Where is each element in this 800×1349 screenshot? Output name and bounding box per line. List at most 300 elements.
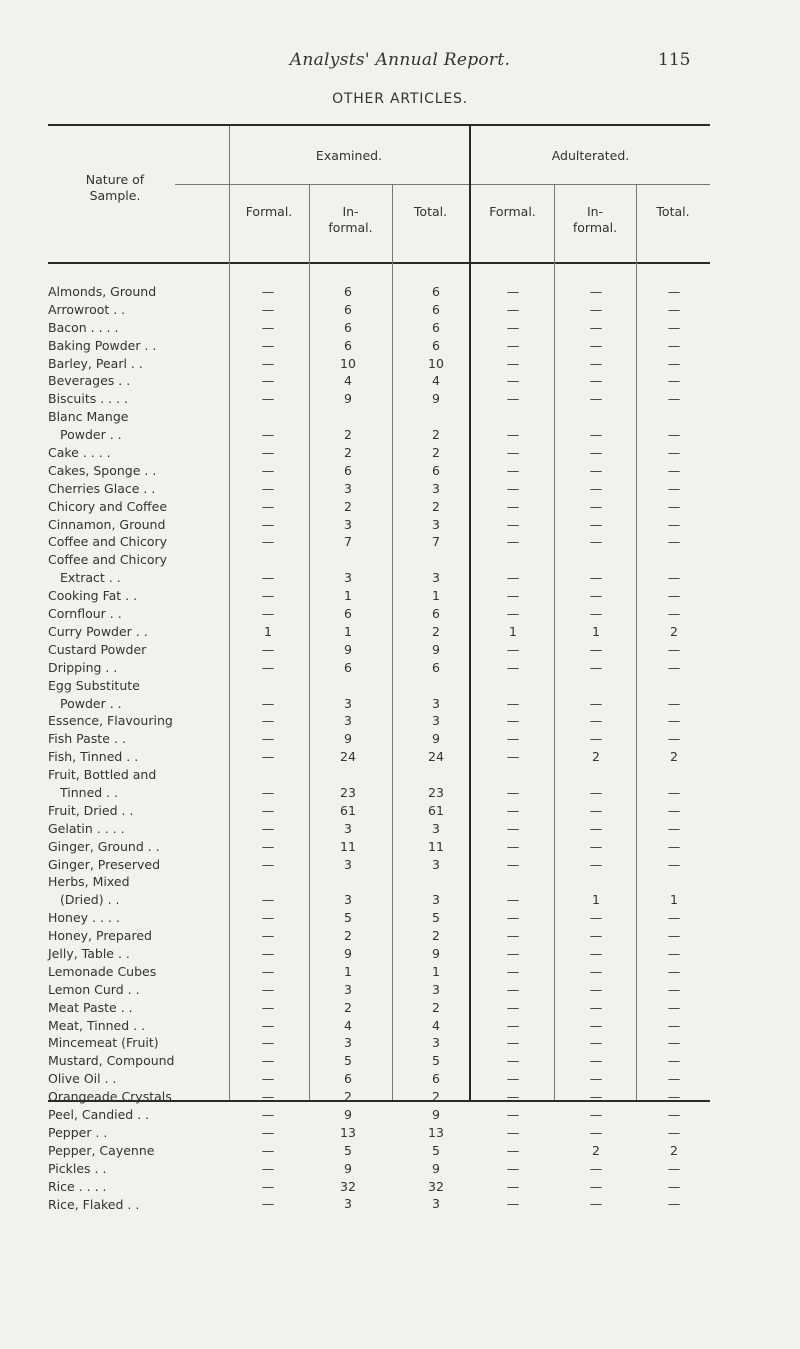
header-adulterated-total: Total. xyxy=(656,204,690,219)
cell-value: 1 xyxy=(592,892,600,908)
sample-name-line: Essence, Flavouring xyxy=(48,713,173,729)
sample-name-line: Cornflour . . xyxy=(48,606,122,622)
table-title: OTHER ARTICLES. xyxy=(332,91,468,107)
cell-value: 5 xyxy=(432,1142,440,1158)
table-row xyxy=(0,856,800,874)
cell-value: — xyxy=(667,838,681,854)
table-row xyxy=(0,712,800,730)
cell-value: — xyxy=(667,516,681,532)
sample-name-line: Coffee and Chicory xyxy=(48,534,168,550)
table-row xyxy=(0,498,800,516)
sample-name xyxy=(48,355,230,373)
cell-value: — xyxy=(667,928,681,944)
cell-value: — xyxy=(667,1178,681,1194)
cell-value: 2 xyxy=(432,999,440,1015)
table-row xyxy=(0,408,800,444)
sample-name-line: Extract . . xyxy=(60,570,121,586)
table-row xyxy=(0,355,800,373)
cell-value: — xyxy=(506,659,520,675)
table-row xyxy=(0,1034,800,1052)
cell-value: 23 xyxy=(428,784,444,800)
cell-value: 2 xyxy=(670,1142,678,1158)
cell-value: — xyxy=(589,445,603,461)
cell-value: 4 xyxy=(344,373,352,389)
cell-value: 32 xyxy=(340,1178,356,1194)
cell-value: — xyxy=(506,391,520,407)
cell-value: — xyxy=(506,355,520,371)
cell-value: 61 xyxy=(340,802,356,818)
cell-value: — xyxy=(506,283,520,299)
cell-value: — xyxy=(261,480,275,496)
table-row xyxy=(0,999,800,1017)
sample-name-line: Almonds, Ground xyxy=(48,284,157,299)
cell-value: — xyxy=(667,606,681,622)
table-row xyxy=(0,945,800,963)
cell-value: 7 xyxy=(432,534,440,550)
cell-value: — xyxy=(261,427,275,443)
table-row xyxy=(0,838,800,856)
sample-name-line: Rice, Flaked . . xyxy=(48,1196,140,1212)
table-row xyxy=(0,1088,800,1106)
cell-value: — xyxy=(506,1107,520,1123)
cell-value: 9 xyxy=(344,946,352,962)
cell-value: 9 xyxy=(432,391,440,407)
cell-value: — xyxy=(261,695,275,711)
sample-name-line: (Dried) . . xyxy=(60,892,120,908)
cell-value: 9 xyxy=(344,1107,352,1123)
cell-value: — xyxy=(667,641,681,657)
cell-value: 6 xyxy=(432,606,440,622)
sample-name xyxy=(48,677,230,713)
cell-value: — xyxy=(261,659,275,675)
sample-name xyxy=(48,551,230,587)
cell-value: 3 xyxy=(432,856,440,872)
sample-name xyxy=(48,838,230,856)
cell-value: 23 xyxy=(340,784,356,800)
cell-value: 6 xyxy=(344,1071,352,1087)
cell-value: — xyxy=(589,1089,603,1105)
cell-value: — xyxy=(589,427,603,443)
cell-value: — xyxy=(506,713,520,729)
cell-value: — xyxy=(589,784,603,800)
cell-value: 2 xyxy=(432,427,440,443)
cell-value: — xyxy=(506,1124,520,1140)
cell-value: — xyxy=(589,570,603,586)
cell-value: — xyxy=(506,373,520,389)
sample-name-line: Powder . . xyxy=(60,695,122,711)
cell-value: 3 xyxy=(432,1196,440,1212)
cell-value: — xyxy=(261,1178,275,1194)
sample-name-line: Cooking Fat . . xyxy=(48,588,138,604)
table-top-rule xyxy=(48,124,710,126)
sample-name xyxy=(48,1196,230,1214)
sample-name xyxy=(48,712,230,730)
cell-value: 1 xyxy=(670,892,678,908)
cell-value: — xyxy=(261,820,275,836)
cell-value: — xyxy=(667,1089,681,1105)
table-row xyxy=(0,748,800,766)
cell-value: 5 xyxy=(432,1053,440,1069)
sample-name-line: Fruit, Bottled and xyxy=(48,767,157,783)
cell-value: — xyxy=(667,731,681,747)
cell-value: — xyxy=(667,534,681,550)
sample-name-line: Meat, Tinned . . xyxy=(48,1017,146,1033)
examined-underline xyxy=(229,184,469,185)
cell-value: 1 xyxy=(432,588,440,604)
sample-name-line: Egg Substitute xyxy=(48,677,140,693)
cell-value: — xyxy=(506,1178,520,1194)
cell-value: — xyxy=(667,659,681,675)
table-row xyxy=(0,873,800,909)
header-adulterated: Adulterated. xyxy=(551,148,630,163)
cell-value: — xyxy=(261,570,275,586)
sample-name xyxy=(48,337,230,355)
cell-value: — xyxy=(261,1017,275,1033)
nature-leader-line xyxy=(175,184,229,185)
cell-value: — xyxy=(589,1178,603,1194)
cell-value: — xyxy=(261,999,275,1015)
header-adulterated-formal: Formal. xyxy=(489,204,536,219)
cell-value: — xyxy=(667,283,681,299)
cell-value: — xyxy=(667,1160,681,1176)
sample-name xyxy=(48,945,230,963)
cell-value: 6 xyxy=(344,301,352,317)
cell-value: 9 xyxy=(344,731,352,747)
cell-value: — xyxy=(667,355,681,371)
table-row xyxy=(0,1196,800,1214)
cell-value: — xyxy=(261,498,275,514)
cell-value: 3 xyxy=(432,516,440,532)
table-row xyxy=(0,963,800,981)
table-row xyxy=(0,372,800,390)
cell-value: — xyxy=(506,337,520,353)
cell-value: 6 xyxy=(432,319,440,335)
table-row xyxy=(0,337,800,355)
sample-name-line: Arrowroot . . xyxy=(48,301,126,317)
cell-value: 3 xyxy=(344,856,352,872)
cell-value: — xyxy=(667,1196,681,1212)
cell-value: — xyxy=(589,355,603,371)
cell-value: 4 xyxy=(432,1017,440,1033)
cell-value: — xyxy=(667,910,681,926)
cell-value: — xyxy=(589,1124,603,1140)
cell-value: — xyxy=(261,784,275,800)
cell-value: — xyxy=(589,301,603,317)
cell-value: — xyxy=(261,445,275,461)
cell-value: 1 xyxy=(264,623,272,639)
sample-name xyxy=(48,319,230,337)
table-row xyxy=(0,766,800,802)
header-adulterated-informal xyxy=(554,204,636,236)
sample-name-line: Pickles . . xyxy=(48,1160,107,1176)
sample-name xyxy=(48,927,230,945)
cell-value: — xyxy=(589,1017,603,1033)
table-row xyxy=(0,283,800,301)
table-row xyxy=(0,1017,800,1035)
cell-value: 2 xyxy=(432,623,440,639)
sample-name xyxy=(48,1124,230,1142)
cell-value: — xyxy=(667,427,681,443)
cell-value: 1 xyxy=(509,623,517,639)
sample-name-line: Lemonade Cubes xyxy=(48,963,157,979)
sample-name-line: Cakes, Sponge . . xyxy=(48,462,157,478)
cell-value: — xyxy=(506,784,520,800)
sample-name-line: Mustard, Compound xyxy=(48,1053,175,1069)
cell-value: 6 xyxy=(432,659,440,675)
cell-value: — xyxy=(261,301,275,317)
sample-name xyxy=(48,283,230,301)
cell-value: 2 xyxy=(432,1089,440,1105)
sample-name xyxy=(48,1052,230,1070)
cell-value: — xyxy=(667,319,681,335)
sample-name-line: Cinnamon, Ground xyxy=(48,516,166,532)
cell-value: — xyxy=(667,802,681,818)
header-nature-of-sample: Nature of Sample. xyxy=(85,172,145,203)
cell-value: — xyxy=(506,695,520,711)
cell-value: — xyxy=(506,963,520,979)
header-informal-line2: formal. xyxy=(328,220,373,235)
page-number: 115 xyxy=(658,50,691,70)
sample-name-line: Meat Paste . . xyxy=(48,999,133,1015)
cell-value: 1 xyxy=(592,623,600,639)
cell-value: — xyxy=(506,588,520,604)
cell-value: 5 xyxy=(344,1142,352,1158)
sample-name xyxy=(48,516,230,534)
sample-name-line: Gelatin . . . . xyxy=(48,820,125,836)
sample-name xyxy=(48,390,230,408)
cell-value: — xyxy=(589,946,603,962)
sample-name-line: Herbs, Mixed xyxy=(48,874,130,890)
table-row xyxy=(0,516,800,534)
cell-value: 10 xyxy=(340,355,356,371)
cell-value: — xyxy=(589,1196,603,1212)
header-informal-line1: In- xyxy=(342,204,359,219)
cell-value: — xyxy=(589,373,603,389)
cell-value: — xyxy=(261,588,275,604)
cell-value: 6 xyxy=(344,319,352,335)
header-examined: Examined. xyxy=(315,148,383,163)
cell-value: — xyxy=(589,534,603,550)
cell-value: — xyxy=(667,963,681,979)
cell-value: 6 xyxy=(432,283,440,299)
cell-value: — xyxy=(506,445,520,461)
cell-value: — xyxy=(589,498,603,514)
cell-value: — xyxy=(506,731,520,747)
cell-value: 1 xyxy=(344,623,352,639)
cell-value: — xyxy=(589,1053,603,1069)
cell-value: 2 xyxy=(592,749,600,765)
cell-value: — xyxy=(667,373,681,389)
table-row xyxy=(0,820,800,838)
header-examined-formal: Formal. xyxy=(245,204,293,219)
cell-value: — xyxy=(506,946,520,962)
cell-value: 9 xyxy=(344,391,352,407)
sample-name xyxy=(48,1106,230,1124)
cell-value: — xyxy=(589,391,603,407)
table-row xyxy=(0,981,800,999)
cell-value: — xyxy=(261,1142,275,1158)
sample-name xyxy=(48,909,230,927)
table-row xyxy=(0,730,800,748)
sample-name-line: Jelly, Table . . xyxy=(48,946,130,962)
table-row xyxy=(0,927,800,945)
sample-name xyxy=(48,659,230,677)
cell-value: — xyxy=(589,910,603,926)
sample-name xyxy=(48,963,230,981)
cell-value: 3 xyxy=(344,570,352,586)
cell-value: — xyxy=(667,1035,681,1051)
cell-value: — xyxy=(506,820,520,836)
cell-value: — xyxy=(261,462,275,478)
cell-value: — xyxy=(667,1124,681,1140)
cell-value: 3 xyxy=(344,695,352,711)
cell-value: — xyxy=(261,534,275,550)
cell-value: — xyxy=(261,641,275,657)
sample-name-line: Blanc Mange xyxy=(48,409,129,425)
cell-value: 3 xyxy=(344,820,352,836)
cell-value: 2 xyxy=(432,445,440,461)
cell-value: — xyxy=(261,946,275,962)
cell-value: — xyxy=(506,892,520,908)
cell-value: — xyxy=(506,838,520,854)
cell-value: 6 xyxy=(344,462,352,478)
cell-value: — xyxy=(506,570,520,586)
sample-name-line: Rice . . . . xyxy=(48,1178,107,1194)
cell-value: 3 xyxy=(344,480,352,496)
cell-value: 3 xyxy=(344,981,352,997)
sample-name-line: Cake . . . . xyxy=(48,445,111,461)
sample-name xyxy=(48,408,230,444)
sample-name xyxy=(48,587,230,605)
cell-value: — xyxy=(589,480,603,496)
cell-value: — xyxy=(506,534,520,550)
cell-value: — xyxy=(261,1196,275,1212)
cell-value: 11 xyxy=(340,838,356,854)
table-row xyxy=(0,444,800,462)
cell-value: — xyxy=(261,910,275,926)
cell-value: 1 xyxy=(432,963,440,979)
sample-name xyxy=(48,498,230,516)
cell-value: — xyxy=(667,820,681,836)
sample-name xyxy=(48,462,230,480)
sample-name-line: Baking Powder . . xyxy=(48,337,157,353)
cell-value: 9 xyxy=(344,641,352,657)
cell-value: — xyxy=(506,1089,520,1105)
sample-name xyxy=(48,1142,230,1160)
cell-value: — xyxy=(261,516,275,532)
cell-value: — xyxy=(261,355,275,371)
cell-value: — xyxy=(261,892,275,908)
cell-value: — xyxy=(506,498,520,514)
cell-value: 7 xyxy=(344,534,352,550)
cell-value: — xyxy=(261,928,275,944)
cell-value: 2 xyxy=(432,928,440,944)
table-row xyxy=(0,1178,800,1196)
sample-name-line: Orangeade Crystals xyxy=(48,1089,172,1105)
sample-name xyxy=(48,1017,230,1035)
cell-value: — xyxy=(589,731,603,747)
cell-value: — xyxy=(506,856,520,872)
cell-value: 6 xyxy=(432,337,440,353)
sample-name-line: Chicory and Coffee xyxy=(48,498,168,514)
cell-value: — xyxy=(261,337,275,353)
cell-value: — xyxy=(589,928,603,944)
cell-value: 3 xyxy=(344,713,352,729)
cell-value: — xyxy=(506,928,520,944)
table-body xyxy=(0,283,800,1213)
sample-name-line: Peel, Candied . . xyxy=(48,1107,150,1123)
table-row xyxy=(0,605,800,623)
cell-value: — xyxy=(667,1053,681,1069)
table-row xyxy=(0,1160,800,1178)
table-row xyxy=(0,623,800,641)
cell-value: — xyxy=(261,1035,275,1051)
cell-value: 3 xyxy=(432,695,440,711)
cell-value: — xyxy=(261,838,275,854)
sample-name xyxy=(48,301,230,319)
cell-value: — xyxy=(589,713,603,729)
cell-value: 2 xyxy=(432,498,440,514)
cell-value: — xyxy=(667,445,681,461)
sample-name xyxy=(48,1160,230,1178)
cell-value: — xyxy=(506,319,520,335)
sample-name-line: Tinned . . xyxy=(60,785,119,800)
cell-value: — xyxy=(261,606,275,622)
table-row xyxy=(0,551,800,587)
cell-value: 10 xyxy=(428,355,444,371)
sample-name xyxy=(48,1178,230,1196)
cell-value: 9 xyxy=(344,1160,352,1176)
sample-name-line: Mincemeat (Fruit) xyxy=(48,1035,159,1051)
cell-value: — xyxy=(589,606,603,622)
cell-value: — xyxy=(589,283,603,299)
cell-value: 3 xyxy=(432,480,440,496)
sample-name-line: Olive Oil . . xyxy=(48,1071,117,1087)
cell-value: — xyxy=(506,802,520,818)
cell-value: 3 xyxy=(432,570,440,586)
sample-name xyxy=(48,766,230,802)
cell-value: 6 xyxy=(344,337,352,353)
cell-value: 6 xyxy=(344,283,352,299)
cell-value: — xyxy=(506,1196,520,1212)
cell-value: 5 xyxy=(432,910,440,926)
cell-value: 6 xyxy=(344,606,352,622)
sample-name xyxy=(48,981,230,999)
cell-value: — xyxy=(667,1071,681,1087)
table-row xyxy=(0,587,800,605)
cell-value: 9 xyxy=(432,641,440,657)
cell-value: — xyxy=(506,910,520,926)
cell-value: — xyxy=(667,1017,681,1033)
cell-value: 13 xyxy=(428,1124,444,1140)
sample-name-line: Ginger, Preserved xyxy=(48,856,161,872)
sample-name xyxy=(48,444,230,462)
cell-value: — xyxy=(667,337,681,353)
page-header-title: Analysts' Annual Report. xyxy=(289,50,511,70)
cell-value: 4 xyxy=(344,1017,352,1033)
cell-value: 9 xyxy=(432,1160,440,1176)
sample-name xyxy=(48,873,230,909)
cell-value: — xyxy=(261,373,275,389)
cell-value: 2 xyxy=(670,749,678,765)
sample-name-line: Lemon Curd . . xyxy=(48,981,140,997)
cell-value: — xyxy=(667,301,681,317)
cell-value: — xyxy=(589,1071,603,1087)
header-informal-line2: formal. xyxy=(572,220,618,235)
cell-value: — xyxy=(589,516,603,532)
cell-value: 61 xyxy=(428,802,444,818)
sample-name xyxy=(48,730,230,748)
